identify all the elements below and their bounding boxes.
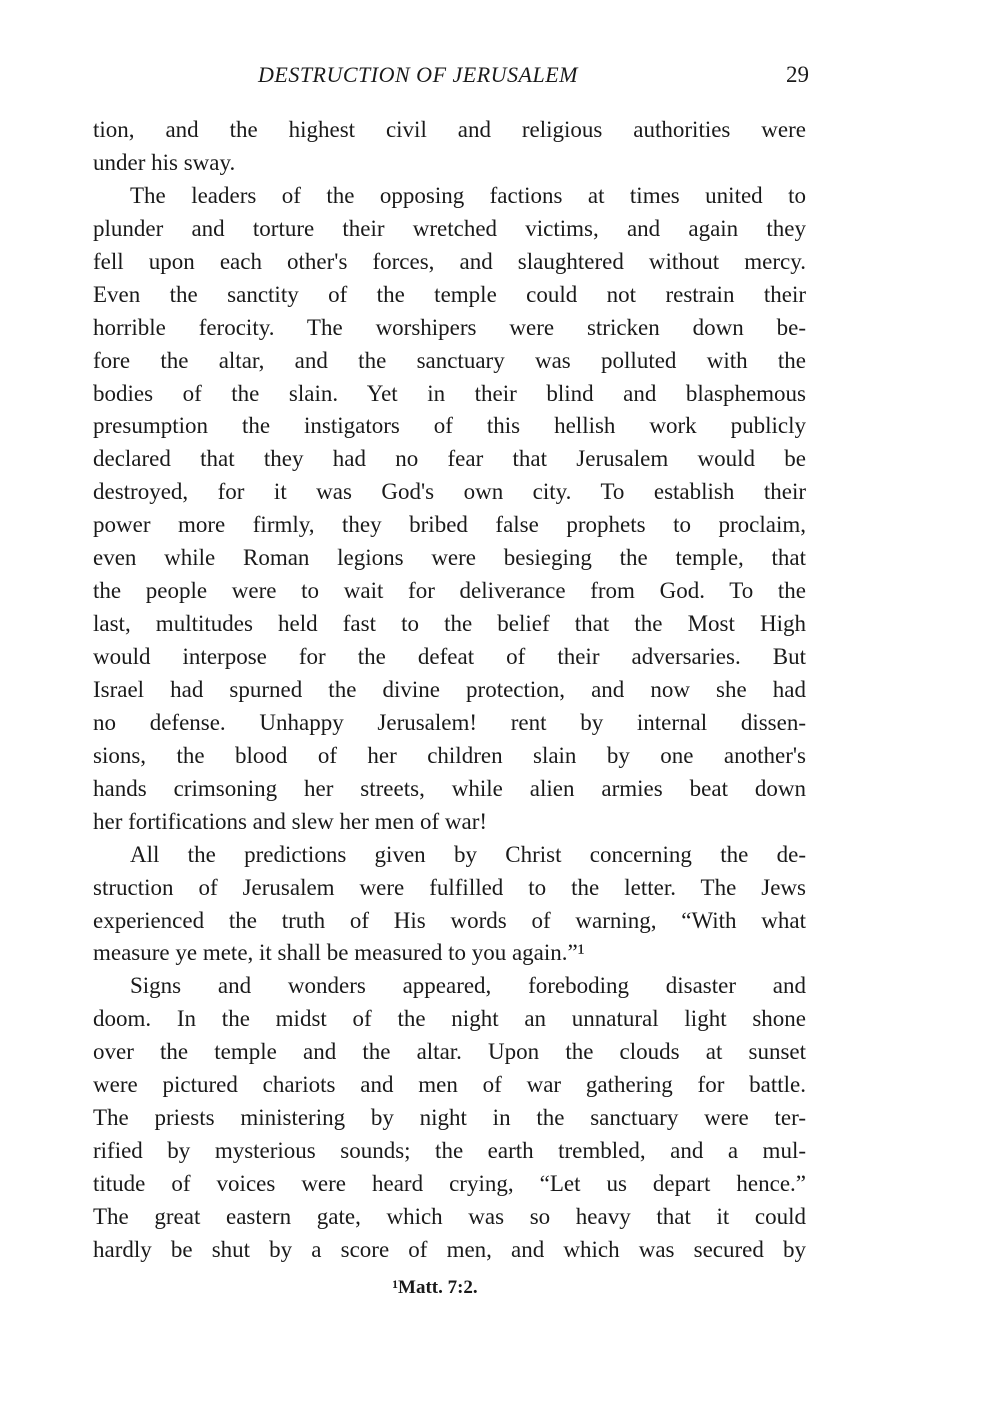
text-line: Even the sanctity of the temple could not restrain their <box>93 281 806 307</box>
text-line: were pictured chariots and men of war gathering for battle. <box>93 1072 806 1098</box>
text-line: experienced the truth of His words of warning, “With what <box>93 907 806 933</box>
text-line: the people were to wait for deliverance from God. To the <box>93 578 806 604</box>
text-line: plunder and torture their wretched victims, and again they <box>93 215 806 241</box>
text-line: rified by mysterious sounds; the earth trembled, and a mul- <box>93 1138 806 1164</box>
paragraph <box>93 839 806 971</box>
text-line: hands crimsoning her streets, while alien armies beat down <box>93 775 806 801</box>
page-number: 29 <box>786 62 809 87</box>
text-line: tion, and the highest civil and religious authorities were <box>93 117 806 142</box>
text-line: doom. In the midst of the night an unnatural light shone <box>93 1006 806 1032</box>
paragraph <box>93 970 806 1266</box>
text-line: destroyed, for it was God's own city. To establish their <box>93 479 806 505</box>
paragraph <box>93 180 806 839</box>
text-line: The great eastern gate, which was so heavy that it could <box>93 1203 806 1229</box>
paragraph <box>93 114 806 180</box>
text-line: even while Roman legions were besieging the temple, that <box>93 545 806 571</box>
text-line: power more firmly, they bribed false prophets to proclaim, <box>93 512 806 538</box>
text-line: Israel had spurned the divine protection, and now she had <box>93 676 806 702</box>
text-line: no defense. Unhappy Jerusalem! rent by internal dissen- <box>93 709 806 735</box>
text-line: presumption the instigators of this hellish work publicly <box>93 413 806 439</box>
footnote: ¹Matt. 7:2. <box>392 1277 478 1298</box>
text-line: hardly be shut by a score of men, and which was secured by <box>93 1236 806 1262</box>
text-line: fore the altar, and the sanctuary was polluted with the <box>93 347 806 373</box>
text-line: Signs and wonders appeared, foreboding disaster and <box>130 973 806 999</box>
text-line: measure ye mete, it shall be measured to you again.”¹ <box>93 940 585 966</box>
text-line: under his sway. <box>93 149 236 175</box>
text-line: The priests ministering by night in the sanctuary were ter- <box>93 1105 806 1131</box>
text-line: would interpose for the defeat of their adversaries. But <box>93 644 806 669</box>
text-line: her fortifications and slew her men of war! <box>93 808 488 834</box>
text-line: sions, the blood of her children slain by one another's <box>93 742 806 768</box>
text-line: fell upon each other's forces, and slaughtered without mercy. <box>93 248 806 274</box>
text-line: last, multitudes held fast to the belief that the Most High <box>93 611 806 637</box>
text-line: struction of Jerusalem were fulfilled to the letter. The Jews <box>93 874 806 900</box>
text-line: The leaders of the opposing factions at times united to <box>130 182 806 208</box>
text-line: over the temple and the altar. Upon the clouds at sunset <box>93 1039 806 1065</box>
text-line: bodies of the slain. Yet in their blind and blasphemous <box>93 380 806 406</box>
text-line: All the predictions given by Christ concerning the de- <box>130 841 806 867</box>
text-line: titude of voices were heard crying, “Let us depart hence.” <box>93 1171 806 1196</box>
running-title: DESTRUCTION OF JERUSALEM <box>258 62 578 87</box>
text-line: declared that they had no fear that Jerusalem would be <box>93 446 806 472</box>
running-head <box>93 62 809 94</box>
body-text <box>93 114 806 1267</box>
text-line: horrible ferocity. The worshipers were stricken down be- <box>93 314 806 340</box>
